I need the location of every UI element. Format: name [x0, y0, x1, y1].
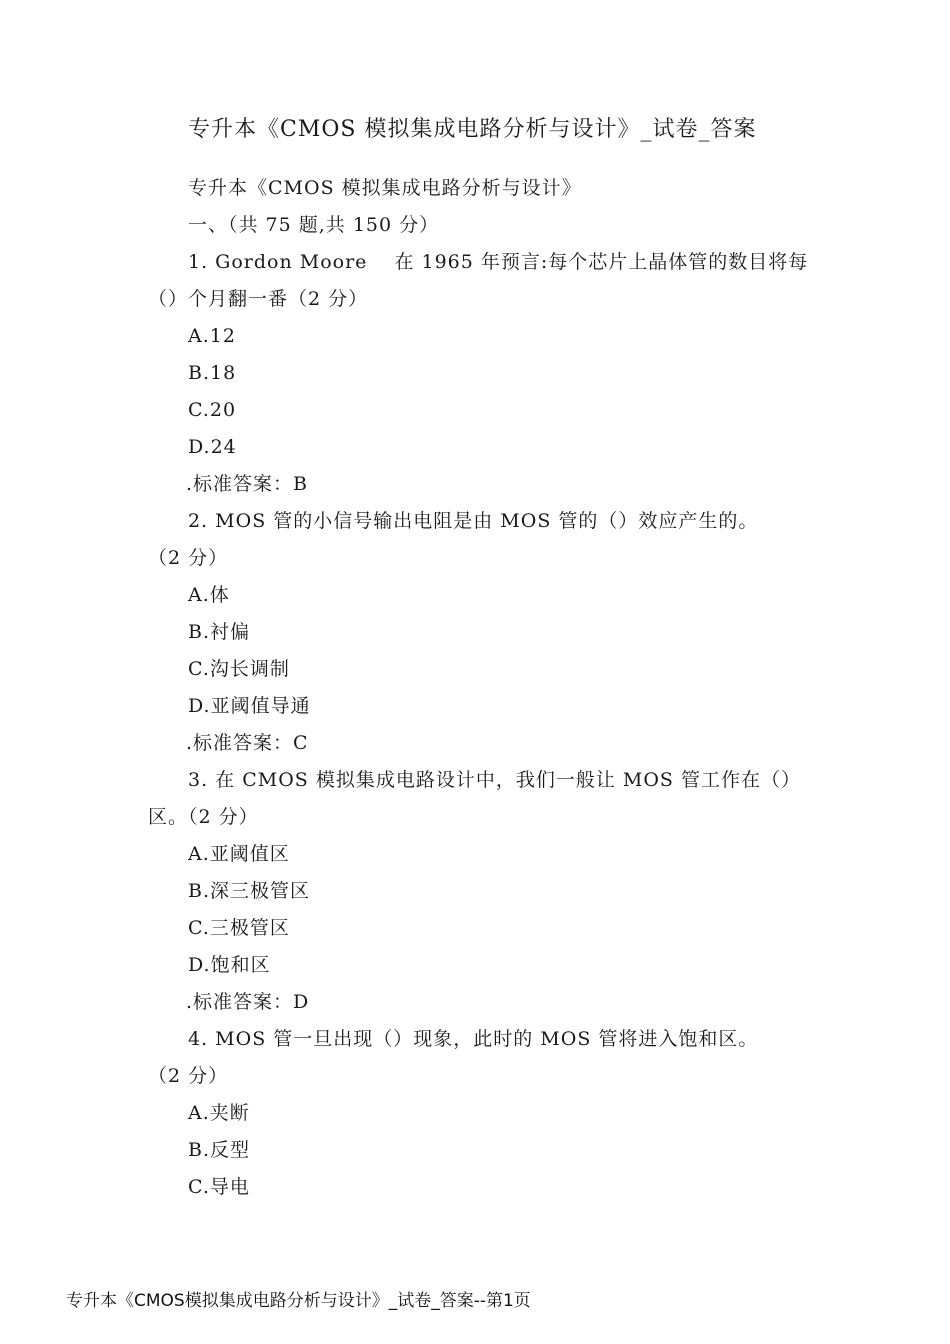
question-stem-continued: （）个月翻一番（2 分） [148, 288, 369, 310]
document-body [0, 170, 950, 1206]
document-subtitle: 专升本《CMOS 模拟集成电路分析与设计》 [188, 177, 582, 199]
option-a: A.夹断 [188, 1102, 250, 1124]
option-c: C.导电 [188, 1176, 250, 1198]
question-3 [0, 762, 950, 1021]
option-b: B.衬偏 [188, 621, 251, 643]
question-stem: 4. MOS 管一旦出现（）现象，此时的 MOS 管将进入饱和区。 [188, 1028, 759, 1050]
question-stem: 3. 在 CMOS 模拟集成电路设计中，我们一般让 MOS 管工作在（） [188, 769, 801, 791]
question-1 [0, 244, 950, 503]
option-a: A.体 [188, 584, 230, 606]
option-c: C.沟长调制 [188, 658, 290, 680]
question-stem: 2. MOS 管的小信号输出电阻是由 MOS 管的（）效应产生的。 [188, 510, 759, 532]
question-stem-continued: 区。（2 分） [148, 806, 259, 828]
option-b: B.深三极管区 [188, 880, 311, 902]
option-a: A.12 [188, 325, 236, 347]
page-footer: 专升本《CMOS模拟集成电路分析与设计》_试卷_答案--第1页 [66, 1291, 531, 1311]
question-2 [0, 503, 950, 762]
option-d: D.24 [188, 436, 237, 458]
standard-answer: .标准答案：C [186, 732, 309, 754]
standard-answer: .标准答案：B [186, 473, 309, 495]
option-b: B.反型 [188, 1139, 251, 1161]
option-d: D.亚阈值导通 [188, 695, 311, 717]
option-c: C.三极管区 [188, 917, 290, 939]
option-a: A.亚阈值区 [188, 843, 290, 865]
section-heading: 一、（共 75 题,共 150 分） [188, 214, 440, 236]
page-title: 专升本《CMOS 模拟集成电路分析与设计》_试卷_答案 [188, 117, 757, 142]
option-c: C.20 [188, 399, 237, 421]
question-stem-continued: （2 分） [148, 547, 229, 569]
question-stem-continued: （2 分） [148, 1065, 229, 1087]
standard-answer: .标准答案：D [186, 991, 310, 1013]
question-stem: 1. Gordon Moore 在 1965 年预言:每个芯片上晶体管的数目将每 [188, 251, 809, 273]
question-4 [0, 1021, 950, 1206]
option-d: D.饱和区 [188, 954, 271, 976]
option-b: B.18 [188, 362, 237, 384]
